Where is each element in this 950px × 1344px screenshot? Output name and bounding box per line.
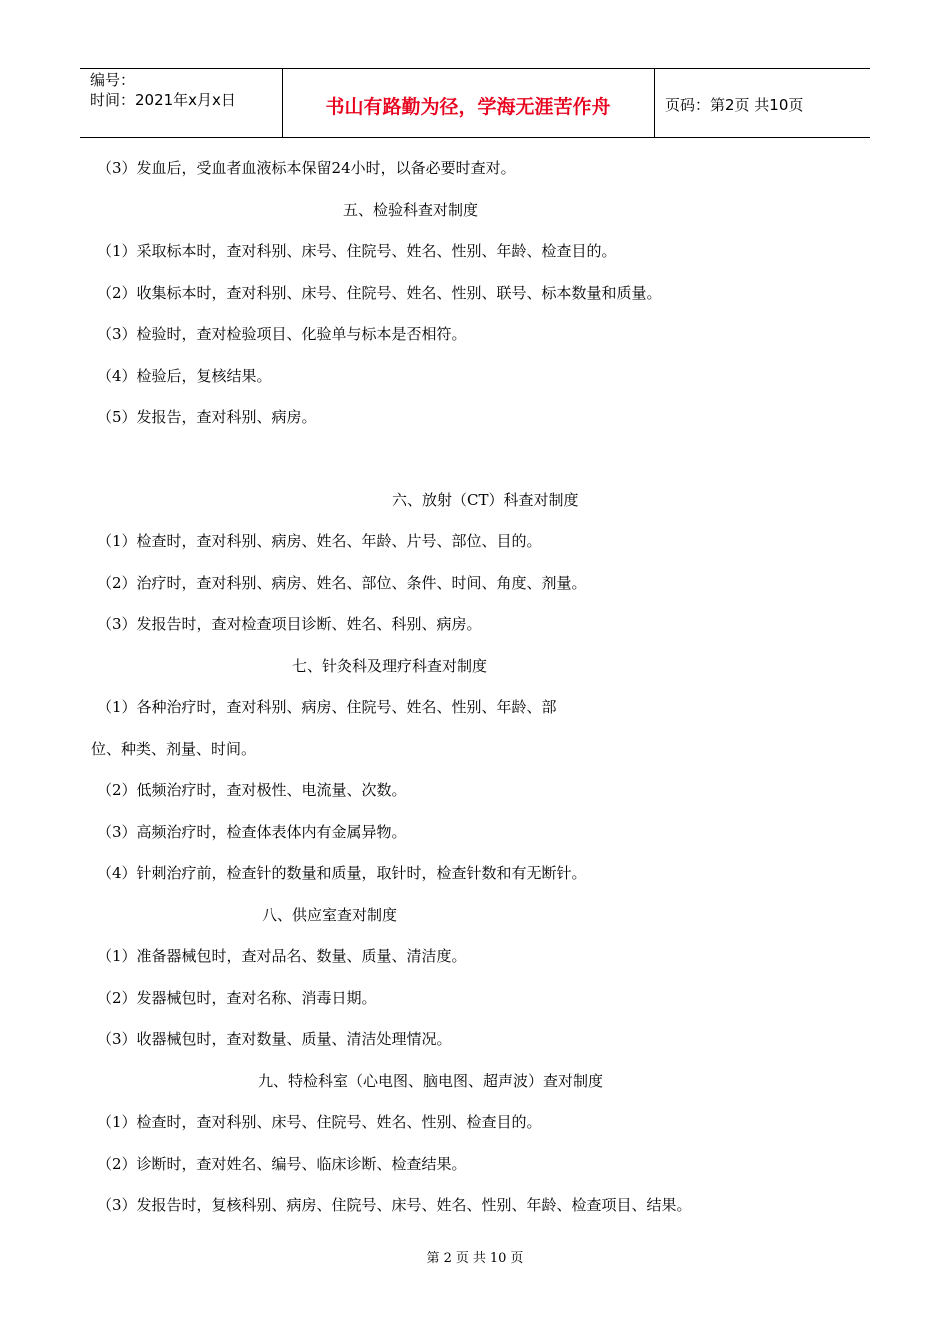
header-page-cell <box>655 69 870 137</box>
page-header <box>80 68 870 138</box>
number-label: 编号： <box>90 71 136 89</box>
text-line: （3）发报告时，查对检查项目诊断、姓名、科别、病房。 <box>97 615 482 633</box>
section-heading: 八、供应室查对制度 <box>262 906 398 924</box>
header-meta-cell <box>80 69 283 137</box>
text-line: （1）准备器械包时，查对品名、数量、质量、清洁度。 <box>97 947 467 965</box>
text-line: （2）发器械包时，查对名称、消毒日期。 <box>97 989 377 1007</box>
page-footer <box>0 1247 950 1266</box>
header-motto-cell <box>282 69 655 137</box>
text-line: （2）低频治疗时，查对极性、电流量、次数。 <box>97 781 407 799</box>
date-label: 时间：2021年x月x日 <box>90 91 236 109</box>
text-line: （3）发血后，受血者血液标本保留24小时，以备必要时查对。 <box>97 159 516 177</box>
text-line: （2）治疗时，查对科别、病房、姓名、部位、条件、时间、角度、剂量。 <box>97 574 587 592</box>
section-heading: 五、检验科查对制度 <box>343 201 479 219</box>
footer-page-number: 2 <box>443 1251 452 1266</box>
footer-total-unit: 页 <box>510 1251 524 1266</box>
motto: 书山有路勤为径，学海无涯苦作舟 <box>325 96 611 118</box>
text-line: （3）高频治疗时，检查体表体内有金属异物。 <box>97 823 407 841</box>
header-page-info: 页码：第2页 共10页 <box>665 96 804 114</box>
footer-total-number: 10 <box>489 1251 507 1266</box>
text-line: （1）各种治疗时，查对科别、病房、住院号、姓名、性别、年龄、部 <box>97 698 557 716</box>
section-heading: 六、放射（CT）科查对制度 <box>392 491 579 509</box>
footer-page-word: 第 <box>426 1251 440 1266</box>
section-heading: 七、针灸科及理疗科查对制度 <box>292 657 488 675</box>
text-line: （3）检验时，查对检验项目、化验单与标本是否相符。 <box>97 325 467 343</box>
section-heading: 九、特检科室（心电图、脑电图、超声波）查对制度 <box>258 1072 604 1090</box>
text-line: （1）检查时，查对科别、病房、姓名、年龄、片号、部位、目的。 <box>97 532 542 550</box>
text-line: （4）检验后，复核结果。 <box>97 367 272 385</box>
text-line: （3）发报告时，复核科别、病房、住院号、床号、姓名、性别、年龄、检查项目、结果。 <box>97 1196 692 1214</box>
text-line: （3）收器械包时，查对数量、质量、清洁处理情况。 <box>97 1030 452 1048</box>
text-line: （2）收集标本时，查对科别、床号、住院号、姓名、性别、联号、标本数量和质量。 <box>97 284 662 302</box>
text-line: （2）诊断时，查对姓名、编号、临床诊断、检查结果。 <box>97 1155 467 1173</box>
text-line: （1）检查时，查对科别、床号、住院号、姓名、性别、检查目的。 <box>97 1113 542 1131</box>
text-line: 位、种类、剂量、时间。 <box>91 740 257 758</box>
text-line: （5）发报告，查对科别、病房。 <box>97 408 317 426</box>
footer-total-word: 共 <box>472 1251 486 1266</box>
text-line: （1）采取标本时，查对科别、床号、住院号、姓名、性别、年龄、检查目的。 <box>97 242 617 260</box>
footer-page-unit: 页 <box>455 1251 469 1266</box>
text-line: （4）针刺治疗前，检查针的数量和质量，取针时，检查针数和有无断针。 <box>97 864 587 882</box>
